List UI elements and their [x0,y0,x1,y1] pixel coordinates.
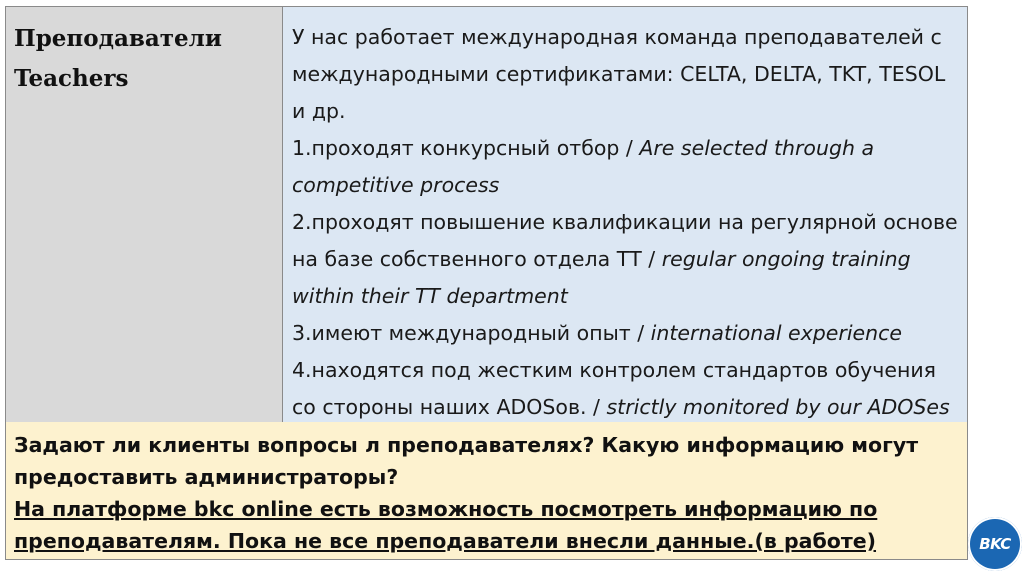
list-item-ru: 4.находятся под жестким контролем стандартов обучения со стороны наших ADOSов. / [292,358,937,419]
section-title-cell [6,7,283,422]
list-item-en: strictly monitored by our ADOSes [606,395,950,419]
list-item-ru: 3.имеют международный опыт / [292,321,651,345]
list-item-en: regular ongoing training within their TT department [292,247,911,308]
list-item [292,352,961,426]
question-text: Задают ли клиенты вопросы л преподавателях? Какую информацию могут предоставить администраторы? [14,433,919,489]
list-item-en: Are selected through a competitive process [292,136,875,197]
qa-row [6,422,967,559]
list-item-ru: 1.проходят конкурсный отбор / [292,136,640,160]
list-item [292,130,961,204]
section-title-en: Teachers [14,65,129,92]
list-item-en: international experience [650,321,903,345]
list-item-ru: 2.проходят повышение квалификации на регулярной основе на базе собственного отдела ТТ / [292,210,958,271]
description-cell [283,7,967,422]
intro-text: У нас работает международная команда преподавателей с международными сертификатами: CELTA, DELTA, TKT, TESOL и др. [292,25,946,123]
bkc-logo [968,517,1022,571]
list-item [292,315,961,352]
info-table [5,6,968,560]
list-item [292,204,961,315]
section-title-ru: Преподаватели [14,25,222,52]
answer-text: На платформе bkc online есть возможность посмотреть информацию по преподавателям. Пока не все преподаватели внесли данные.(в работе) [14,497,878,553]
logo-text: BKC [979,535,1011,553]
teachers-row [6,7,967,423]
